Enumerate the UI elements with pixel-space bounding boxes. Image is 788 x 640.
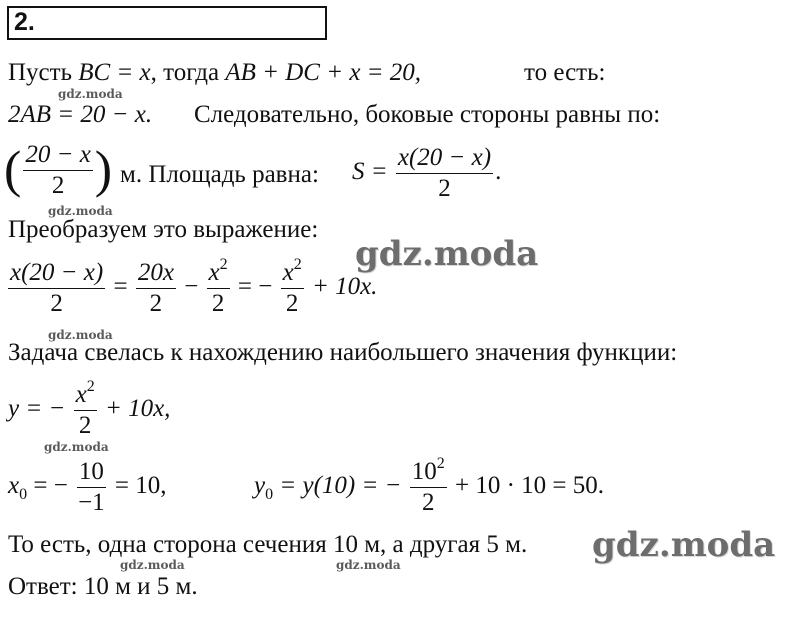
fraction-numerator: x [282, 259, 294, 286]
fraction-denominator: 2 [285, 290, 299, 317]
subscript: 0 [265, 486, 274, 504]
math-x: x [8, 472, 20, 500]
watermark-small: gdz.moda [58, 87, 123, 101]
fraction-denominator: 2 [51, 172, 65, 199]
watermark-large: gdz.moda [355, 234, 539, 274]
fraction-denominator: 2 [211, 290, 225, 317]
fraction-numerator: x [208, 259, 220, 286]
paren-close: ) [94, 141, 113, 199]
result-x0: = 10, [114, 472, 167, 500]
exponent: 2 [219, 255, 228, 273]
watermark-large: gdz.moda [592, 525, 776, 565]
fraction-x2-half [74, 377, 97, 441]
text-let: Пусть [8, 59, 79, 86]
line-10-answer: Ответ: 10 м и 5 м. [8, 573, 198, 600]
math-bc: BC = x [78, 59, 151, 86]
math-s: S = [352, 158, 388, 186]
exponent: 2 [86, 377, 95, 395]
fraction-numerator: 20 − x [23, 140, 92, 171]
fraction-numerator: x(20 − x) [8, 258, 105, 289]
fraction-numerator: 10 [77, 457, 106, 488]
period: . [495, 158, 502, 186]
math-y: y [254, 472, 266, 500]
watermark-small: gdz.moda [48, 204, 113, 218]
fraction-numerator: 20x [136, 258, 176, 289]
fraction-denominator: 2 [438, 175, 451, 202]
fraction-expr [8, 258, 105, 319]
math-y: y = − [8, 395, 66, 423]
text-then: , тогда [150, 59, 226, 86]
exponent: 2 [293, 255, 302, 273]
fraction-side [23, 140, 92, 201]
line-9: То есть, одна сторона сечения 10 м, а другая 5 м. [8, 531, 528, 558]
result-y0: + 10 · 10 = 50. [454, 472, 604, 500]
math-tail: + 10x. [311, 273, 378, 301]
math-y10: = y(10) = − [279, 472, 402, 500]
watermark-small: gdz.moda [120, 558, 185, 572]
task-header-box [7, 6, 327, 40]
fraction-numerator: x(20 − x) [396, 143, 493, 174]
line-8 [8, 457, 167, 518]
math-tail: + 10x, [104, 395, 171, 423]
fraction-denominator: 2 [78, 412, 92, 439]
fraction-area [396, 143, 493, 204]
fraction-x2-b [281, 255, 304, 319]
fraction-20x [136, 258, 176, 319]
line-2-text: Следовательно, боковые стороны равны по: [194, 101, 661, 128]
fraction-x2 [207, 255, 230, 319]
fraction-denominator: 2 [421, 489, 435, 516]
watermark-small: gdz.moda [336, 558, 401, 572]
fraction-numerator: 10 [411, 458, 437, 485]
equals: = [113, 273, 128, 301]
fraction-denominator: −1 [78, 489, 105, 516]
line-5 [6, 255, 378, 319]
math-2ab: 2AB = 20 − x. [8, 101, 153, 128]
equals-minus: = − [33, 472, 68, 500]
fraction-100 [410, 454, 447, 518]
minus: − [184, 273, 199, 301]
line-3-area [352, 143, 501, 204]
line-3-text: м. Площадь равна: [120, 161, 319, 188]
fraction-denominator: 2 [50, 290, 63, 317]
subscript: 0 [19, 486, 28, 504]
line-2 [8, 100, 152, 130]
paren-open: ( [4, 141, 22, 199]
equals-minus: = − [237, 273, 273, 301]
exponent: 2 [436, 454, 445, 472]
fraction-10 [76, 457, 107, 518]
line-4: Преобразуем это выражение: [8, 216, 319, 243]
line-1 [8, 58, 421, 88]
task-number: 2. [14, 8, 35, 36]
line-7 [8, 377, 171, 441]
line-8-y [254, 454, 604, 518]
watermark-small: gdz.moda [44, 440, 109, 454]
line-6: Задача свелась к нахождению наибольшего значения функции: [8, 339, 678, 366]
watermark-small: gdz.moda [48, 328, 113, 342]
fraction-denominator: 2 [149, 290, 163, 317]
line-3-paren-frac [4, 140, 112, 201]
fraction-numerator: x [75, 381, 87, 408]
line-1-end: то есть: [524, 59, 606, 86]
math-perimeter: AB + DC + x = 20, [225, 59, 422, 86]
